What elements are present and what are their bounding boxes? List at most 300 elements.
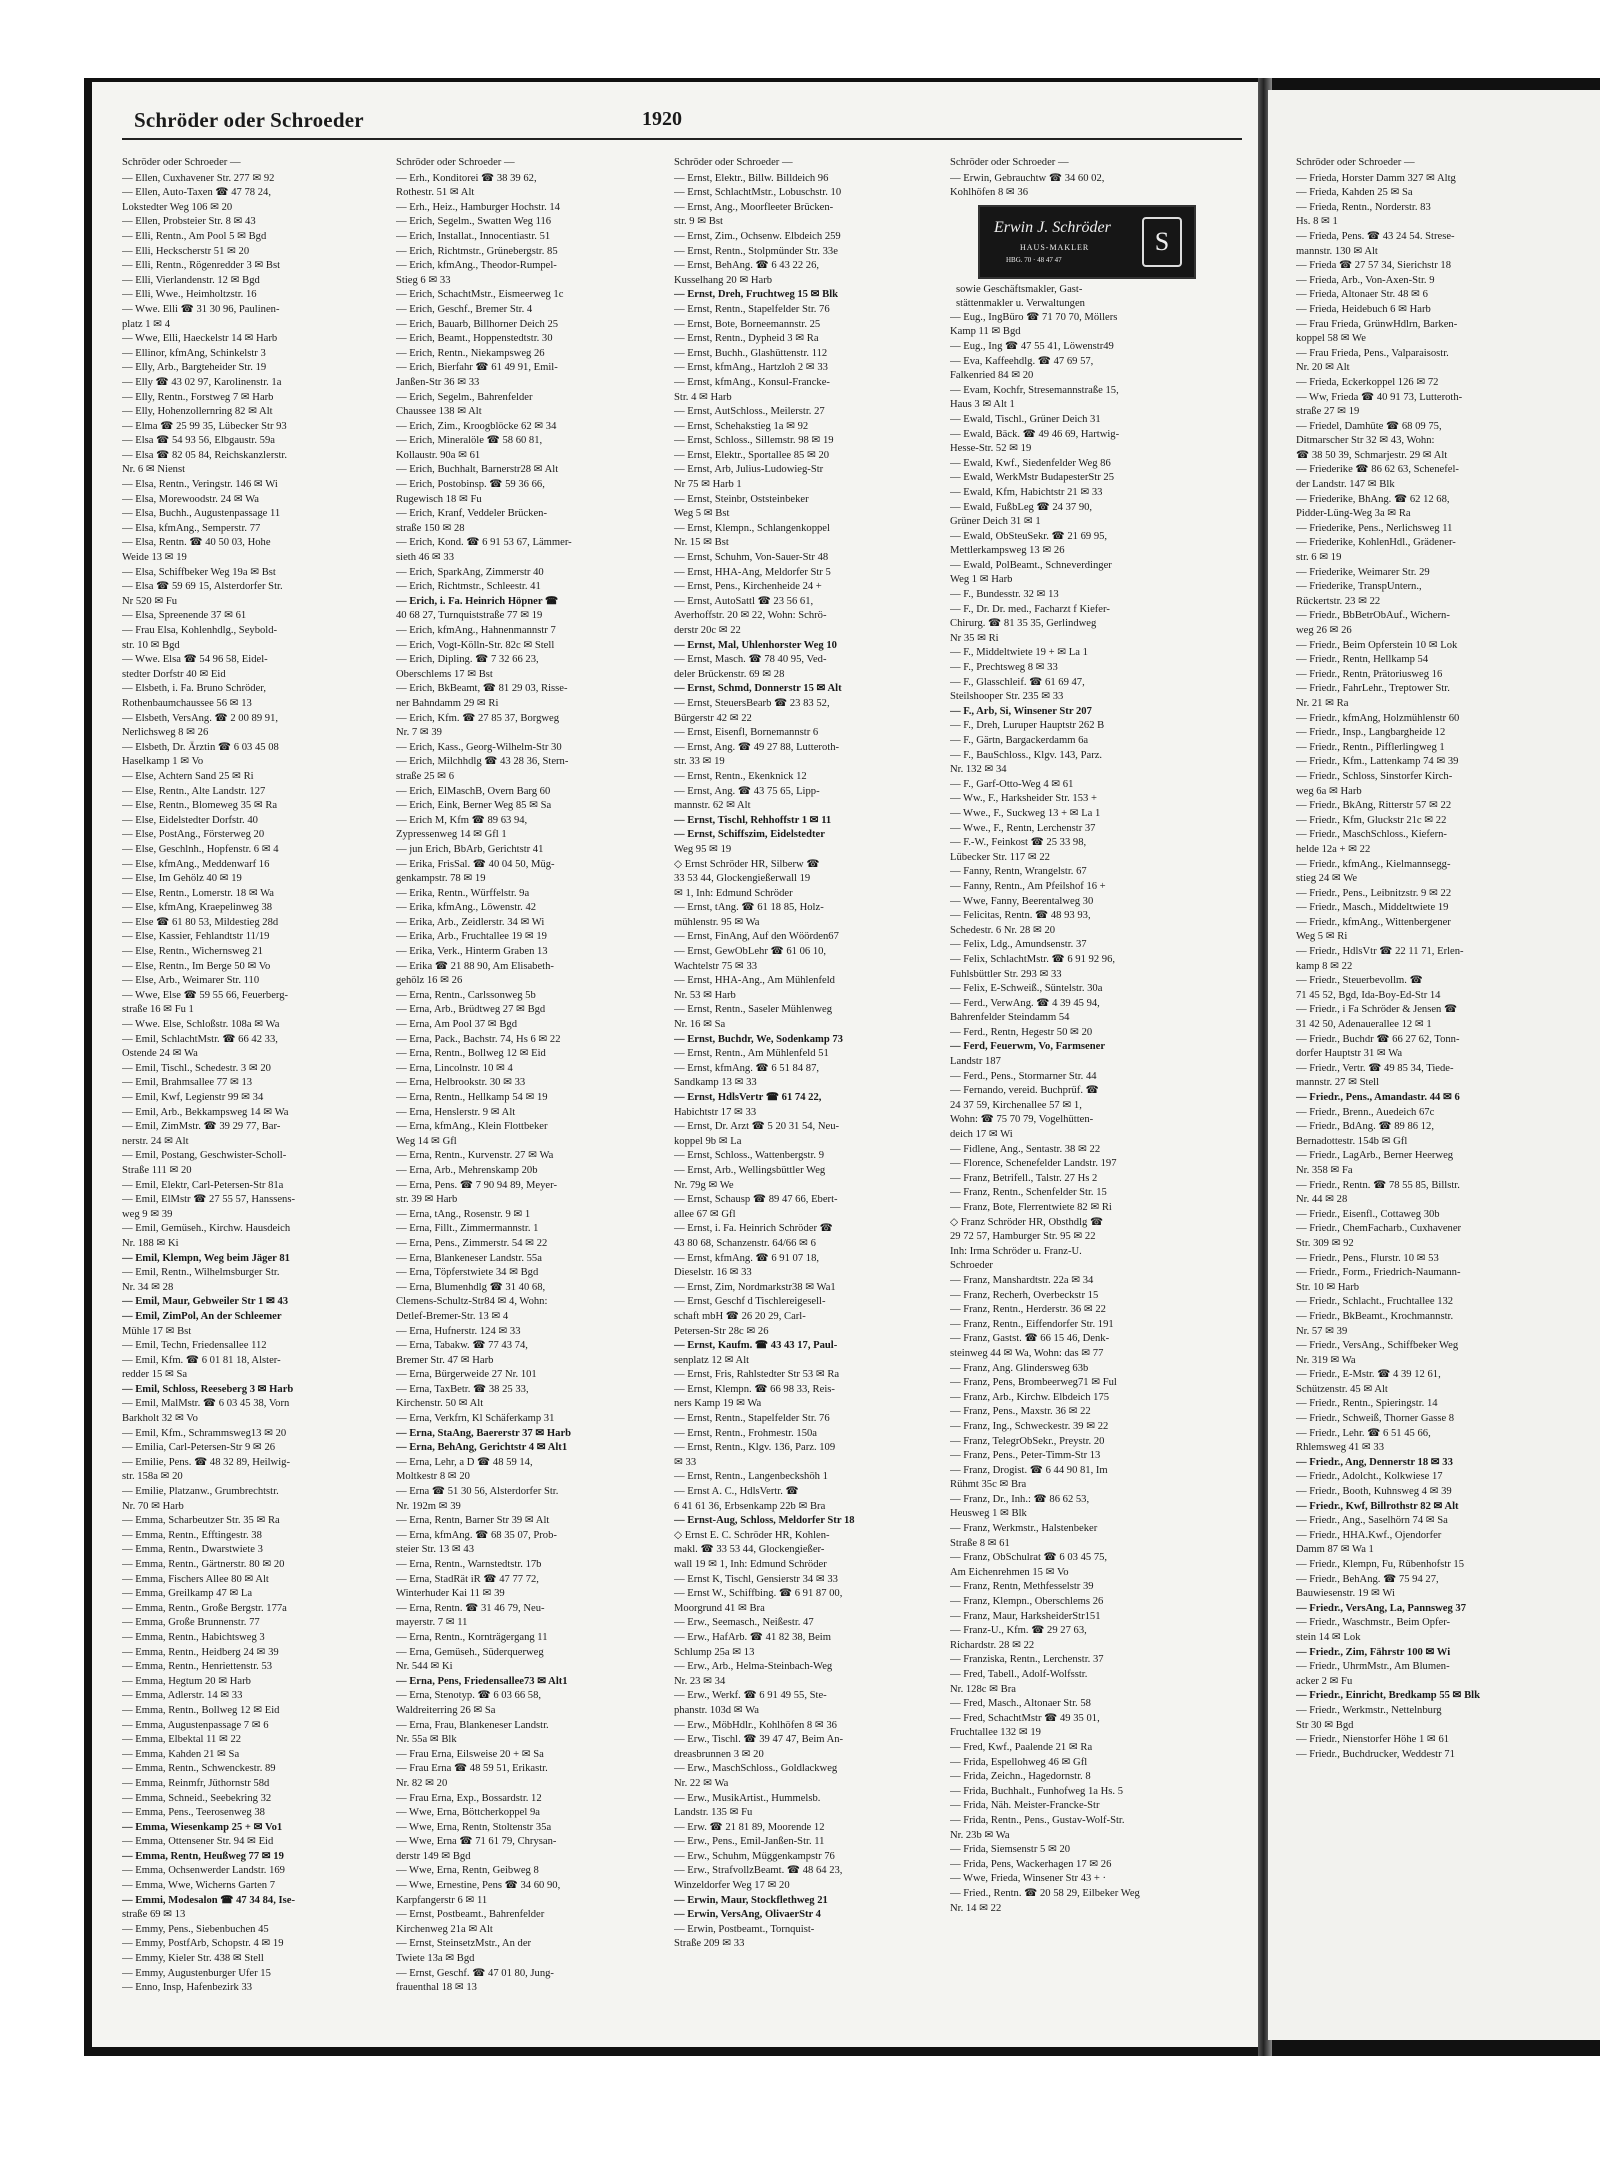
directory-entry: — Emilie, Pens. ☎ 48 32 89, Heilwig-	[122, 1456, 290, 1468]
directory-entry: — Franz, Klempn., Oberschlems 26	[950, 1596, 1104, 1608]
directory-entry: — Ernst, FinAng, Auf den Wöörden67	[674, 931, 839, 943]
directory-entry: — Erw., Arb., Helma-Steinbach-Weg	[674, 1661, 833, 1673]
directory-entry: 31 42 50, Adenauerallee 12 ✉ 1	[1296, 1019, 1432, 1031]
directory-entry: Kirchenweg 21a ✉ Alt	[396, 1923, 493, 1935]
directory-entry: — Emil, Rentn., Wilhelmsburger Str.	[122, 1267, 280, 1279]
directory-entry: — Erw., Seemasch., Neißestr. 47	[674, 1617, 814, 1629]
directory-entry: Zypressenweg 14 ✉ Gfl 1	[396, 829, 507, 841]
directory-entry: — Frida, Pens, Wackerhagen 17 ✉ 26	[950, 1858, 1112, 1870]
directory-entry: dreasbrunnen 3 ✉ 20	[674, 1748, 764, 1760]
directory-entry: — Friedr., Form., Friedrich-Naumann-	[1296, 1267, 1461, 1279]
directory-entry: — Wwe., F., Suckweg 13 + ✉ La 1	[950, 807, 1101, 819]
directory-entry: Detlef-Bremer-Str. 13 ✉ 4	[396, 1310, 509, 1322]
directory-entry: — Erich, Buchhalt, Barnerstr28 ✉ Alt	[396, 464, 559, 476]
directory-entry: straße 27 ✉ 19	[1296, 406, 1360, 418]
directory-entry: — Wwe. Elsa ☎ 54 96 58, Eidel-	[122, 654, 268, 666]
directory-entry: 40 68 27, Turnquiststraße 77 ✉ 19	[396, 610, 543, 622]
directory-entry: — Erna, Gemüseh., Süderquerweg	[396, 1646, 544, 1658]
directory-entry: — Friedr., Klempn, Fu, Rübenhofstr 15	[1296, 1559, 1465, 1570]
directory-entry: — Emma, Reinmfr, Jüthornstr 58d	[122, 1777, 270, 1789]
directory-entry: — Wwe. Else, Schloßstr. 108a ✉ Wa	[122, 1019, 280, 1031]
directory-entry: helde 12a + ✉ 22	[1296, 843, 1371, 855]
directory-entry: — Fred, Masch., Altonaer Str. 58	[950, 1698, 1091, 1710]
directory-entry: — Friedr., VersAng, La, Pannsweg 37	[1296, 1602, 1467, 1614]
directory-entry: — Erwin, VersAng, OlivaerStr 4	[674, 1909, 821, 1921]
directory-entry: Nr. 53 ✉ Harb	[674, 989, 736, 1001]
directory-entry: — Ernst, Pens., Kirchenheide 24 +	[674, 581, 822, 593]
directory-entry: Dieselstr. 16 ✉ 33	[674, 1267, 752, 1279]
directory-entry: — Emmi, Modesalon ☎ 47 34 84, Ise-	[122, 1894, 295, 1906]
directory-entry: Str. 10 ✉ Harb	[1296, 1281, 1360, 1293]
directory-entry: — Emma, Rentn., Efftingestr. 38	[122, 1529, 262, 1541]
directory-entry: — Friedr., Pens., Flurstr. 10 ✉ 53	[1296, 1252, 1439, 1264]
directory-entry: Nr. 128c ✉ Bra	[950, 1683, 1016, 1695]
directory-entry: genkampstr. 78 ✉ 19	[396, 873, 486, 885]
directory-entry: — Erw., MaschSchloss., Goldlackweg	[674, 1763, 838, 1775]
directory-entry: — Franz, Dr., Inh.: ☎ 86 62 53,	[950, 1493, 1090, 1505]
directory-entry: — Frida, Näh. Meister-Francke-Str	[950, 1800, 1100, 1812]
directory-entry: Ditmarscher Str 32 ✉ 43, Wohn:	[1296, 435, 1435, 447]
directory-entry: — Erna, Blumenhdlg ☎ 31 40 68,	[396, 1281, 546, 1293]
directory-entry: — Erich, Mineralöle ☎ 58 60 81,	[396, 435, 543, 447]
directory-entry: — Emil, Gemüseh., Kirchw. Hausdeich	[122, 1223, 291, 1235]
directory-entry: — Erich, Segelm., Bahrenfelder	[396, 391, 533, 403]
directory-entry: — Ernst, Dr. Arzt ☎ 5 20 31 54, Neu-	[674, 1121, 840, 1133]
directory-entry: — Frieda, Kahden 25 ✉ Sa	[1296, 187, 1413, 199]
directory-entry: — Erika ☎ 21 88 90, Am Elisabeth-	[396, 960, 554, 972]
directory-entry: — Ernst, Steinbr, Oststeinbeker	[674, 493, 809, 505]
directory-entry: — Emma, Rentn., Habichtsweg 3	[122, 1631, 265, 1643]
directory-entry: — F., Dr. Dr. med., Facharzt f Kiefer-	[950, 603, 1110, 615]
directory-entry: — Friedr., MaschSchloss., Kiefern-	[1296, 829, 1447, 841]
directory-entry: — Erna, BehAng, Gerichtstr 4 ✉ Alt1	[396, 1442, 568, 1454]
directory-entry: — Ernst, Rentn., Frohmestr. 150a	[674, 1427, 818, 1439]
ad-name: Erwin J. Schröder	[994, 218, 1111, 236]
directory-entry: str. 9 ✉ Bst	[674, 216, 723, 228]
directory-entry: — Erich, ElMaschB, Overn Barg 60	[396, 785, 551, 797]
directory-entry: — Ernst, Fris, Rahlstedter Str 53 ✉ Ra	[674, 1369, 840, 1381]
directory-entry: — Erna, StaAng, Baererstr 37 ✉ Harb	[396, 1427, 572, 1439]
page-header	[122, 108, 1242, 140]
directory-entry: 24 37 59, Kirchenallee 57 ✉ 1,	[950, 1099, 1082, 1111]
directory-entry: — Erna, Blankeneser Landstr. 55a	[396, 1252, 542, 1264]
directory-entry: — Elsa, Rentn. ☎ 40 50 03, Hohe	[122, 537, 271, 549]
directory-entry: — Ernst, Arb., Wellingsbüttler Weg	[674, 1164, 826, 1176]
directory-entry: Weg 1 ✉ Harb	[950, 574, 1013, 586]
ad-phone: HBG. 70 · 48 47 47	[1006, 255, 1062, 264]
directory-entry: Moorgrund 41 ✉ Bra	[674, 1602, 765, 1614]
directory-entry: — Emil, ElMstr ☎ 27 55 57, Hanssens-	[122, 1194, 295, 1206]
directory-entry: — Friedr., BkAng, Ritterstr 57 ✉ 22	[1296, 800, 1452, 812]
directory-entry: Bernadottestr. 154b ✉ Gfl	[1296, 1135, 1408, 1147]
directory-entry: ners Kamp 19 ✉ Wa	[674, 1398, 762, 1410]
directory-entry: — Friedr., Beim Opferstein 10 ✉ Lok	[1296, 639, 1458, 651]
directory-entry: — Franz, Rentn, Methfesselstr 39	[950, 1581, 1094, 1593]
directory-entry: — Erna, Rentn., Carlssonweg 5b	[396, 989, 536, 1001]
directory-entry: — Emil, Tischl., Schedestr. 3 ✉ 20	[122, 1062, 271, 1074]
ad-text: sowie Geschäftsmakler, Gast-	[956, 283, 1083, 295]
directory-entry: Weg 14 ✉ Gfl	[396, 1135, 457, 1147]
directory-entry: — Erna, Rentn., Warnstedtstr. 17b	[396, 1559, 542, 1570]
directory-entry: — Ernst, Mal, Uhlenhorster Weg 10	[674, 639, 837, 651]
directory-entry: Nr 520 ✉ Fu	[122, 595, 178, 607]
directory-entry: — Emma, Scharbeutzer Str. 35 ✉ Ra	[122, 1515, 280, 1527]
directory-entry: — Erich, Kond. ☎ 6 91 53 67, Lämmer-	[396, 537, 572, 549]
directory-entry: Schlump 25a ✉ 13	[674, 1646, 755, 1658]
directory-entry: — Erich, SparkAng, Zimmerstr 40	[396, 566, 544, 578]
directory-entry: — Fanny, Rentn, Wrangelstr. 67	[950, 866, 1087, 878]
directory-entry: — Frieda, Altonaer Str. 48 ✉ 6	[1296, 289, 1428, 301]
directory-entry: — Friedr., BkBeamt., Krochmannstr.	[1296, 1310, 1454, 1322]
directory-entry: — Frau Erna, Eilsweise 20 + ✉ Sa	[396, 1748, 544, 1760]
monogram-logo-icon: S	[1142, 217, 1182, 267]
directory-entry: stein 14 ✉ Lok	[1296, 1631, 1361, 1643]
directory-entry: — Else, kfmAng., Meddenwarf 16	[122, 858, 270, 870]
directory-entry: ◇ Ernst E. C. Schröder HR, Kohlen-	[674, 1529, 830, 1541]
directory-entry: Averhoffstr. 20 ✉ 22, Wohn: Schrö-	[674, 610, 827, 622]
directory-entry: — Erna, Arb., Brüdtweg 27 ✉ Bgd	[396, 1004, 546, 1016]
directory-entry: — Friedr., Rentn., Spieringstr. 14	[1296, 1398, 1438, 1410]
directory-entry: — Ernst, Ang. ☎ 49 27 88, Lutteroth-	[674, 741, 840, 753]
directory-entry: Nr. 15 ✉ Bst	[674, 537, 729, 549]
directory-entry: — Friedr., Ang, Dennerstr 18 ✉ 33	[1296, 1456, 1453, 1468]
directory-entry: — Wwe, Erna ☎ 71 61 79, Chrysan-	[396, 1836, 557, 1848]
directory-entry: Kollaustr. 90a ✉ 61	[396, 449, 481, 461]
directory-entry: Bürgerstr 42 ✉ 22	[674, 712, 752, 724]
directory-entry: Nr. 132 ✉ 34	[950, 764, 1007, 776]
directory-entry: koppel 58 ✉ We	[1296, 333, 1366, 345]
directory-entry: — Erich, Kass., Georg-Wilhelm-Str 30	[396, 741, 562, 753]
directory-entry: — Emil, Maur, Gebweiler Str 1 ✉ 43	[122, 1296, 289, 1308]
directory-entry: — Ernst, Ang., Moorfleeter Brücken-	[674, 201, 834, 213]
directory-entry: Mühle 17 ✉ Bst	[122, 1325, 192, 1337]
directory-entry: — Erwin, Postbeamt., Tornquist-	[674, 1923, 815, 1935]
directory-entry: — Emma, Rentn., Dwarstwiete 3	[122, 1544, 263, 1556]
directory-entry: — Emma, Rentn., Gärtnerstr. 80 ✉ 20	[122, 1559, 285, 1570]
directory-entry: — Ernst, kfmAng., Konsul-Francke-	[674, 376, 830, 388]
directory-entry: — Frida, Buchhalt., Funhofweg 1a Hs. 5	[950, 1785, 1124, 1797]
directory-entry: — Erich, i. Fa. Heinrich Höpner ☎	[396, 595, 559, 607]
directory-entry: — Ernst, Ang. ☎ 43 75 65, Lipp-	[674, 785, 820, 797]
directory-entry: — Emma, Kahden 21 ✉ Sa	[122, 1748, 240, 1760]
directory-entry: — Erich, Richtmstr., Schleestr. 41	[396, 581, 541, 593]
directory-entry: — Friedr., BbBetrObAuf., Wichern-	[1296, 610, 1450, 622]
directory-entry: — Else, Geschlnh., Hopfenstr. 6 ✉ 4	[122, 843, 279, 855]
directory-entry: — Fried., Rentn. ☎ 20 58 29, Eilbeker Weg	[950, 1887, 1140, 1899]
directory-entry: — Ewald, PolBeamt., Schneverdinger	[950, 559, 1112, 571]
directory-entry: — Friedr., Adolcht., Kolkwiese 17	[1296, 1471, 1443, 1483]
directory-entry: 6 41 61 36, Erbsenkamp 22b ✉ Bra	[674, 1500, 826, 1512]
directory-entry: Weg 5 ✉ Bst	[674, 508, 730, 520]
directory-entry: Barkholt 32 ✉ Vo	[122, 1413, 198, 1425]
directory-entry: Fruchtallee 132 ✉ 19	[950, 1727, 1041, 1739]
directory-entry: — Friedr., Brenn., Auedeich 67c	[1296, 1106, 1435, 1118]
directory-entry: — Friedr., kfmAng., Kielmannsegg-	[1296, 858, 1451, 870]
directory-entry: Richardstr. 28 ✉ 22	[950, 1639, 1035, 1651]
directory-entry: — Ewald, Bäck. ☎ 49 46 69, Hartwig-	[950, 428, 1120, 440]
directory-entry: — Emil, Arb., Bekkampsweg 14 ✉ Wa	[122, 1106, 289, 1118]
directory-entry: — Erika, Arb., Fruchtallee 19 ✉ 19	[396, 931, 547, 943]
directory-entry: — Wwe, Fanny, Beerentalweg 30	[950, 895, 1094, 907]
directory-entry: Wachtelstr 75 ✉ 33	[674, 960, 758, 972]
directory-entry: — Ernst, Rentn., Dypheid 3 ✉ Ra	[674, 333, 819, 345]
directory-entry: — Erna, Pens., Zimmerstr. 54 ✉ 22	[396, 1237, 548, 1249]
directory-entry: — Elsbeth, Dr. Ärztin ☎ 6 03 45 08	[122, 741, 279, 753]
directory-entry: — Friedr., Rentn., Pifflerlingweg 1	[1296, 741, 1445, 753]
directory-entry: — Erich, Kfm. ☎ 27 85 37, Borgweg	[396, 712, 560, 724]
directory-entry: wall 19 ✉ 1, Inh: Edmund Schröder	[674, 1559, 827, 1570]
directory-entry: ner Bahndamm 29 ✉ Ri	[396, 697, 499, 709]
directory-entry: — Emma, Wiesenkamp 25 + ✉ Vo1	[122, 1821, 283, 1833]
directory-entry: — Wwe., F., Rentn, Lerchenstr 37	[950, 822, 1096, 834]
directory-entry: — Fred, Kwf., Paalende 21 ✉ Ra	[950, 1741, 1093, 1753]
directory-column-5	[1296, 156, 1576, 1762]
directory-entry: — Emil, Postang, Geschwister-Scholl-	[122, 1150, 287, 1162]
directory-entry: Rugewisch 18 ✉ Fu	[396, 493, 482, 505]
directory-entry: — Ernst, Kaufm. ☎ 43 43 17, Paul-	[674, 1340, 838, 1352]
directory-entry: Stieg 6 ✉ 33	[396, 274, 451, 286]
directory-entry: — Erh., Konditorei ☎ 38 39 62,	[396, 172, 537, 184]
directory-entry: — Wwe, Frieda, Winsener Str 43 + ·	[950, 1873, 1107, 1885]
directory-entry: — Ernst, Klempn., Schlangenkoppel	[674, 522, 830, 534]
directory-entry: — Ernst W., Schiffbing. ☎ 6 91 87 00,	[674, 1588, 843, 1600]
directory-entry: — Frau Erna, Exp., Bossardstr. 12	[396, 1792, 542, 1804]
directory-entry: — Elli, Rentn., Am Pool 5 ✉ Bgd	[122, 230, 267, 242]
directory-entry: — Eva, Kaffeehdlg. ☎ 47 69 57,	[950, 355, 1094, 367]
directory-entry: allee 67 ✉ Gfl	[674, 1208, 736, 1220]
directory-entry: — Ellen, Auto-Taxen ☎ 47 78 24,	[122, 187, 271, 199]
directory-entry: ◇ Ernst Schröder HR, Silberw ☎	[674, 858, 820, 870]
directory-entry: — Friedr., Rentn, Prätoriusweg 16	[1296, 668, 1443, 680]
directory-entry: — Frau Erna ☎ 48 59 51, Erikastr.	[396, 1763, 548, 1775]
directory-entry: Grüner Deich 31 ✉ 1	[950, 516, 1041, 528]
directory-entry: — Friedr., Rentn, Hellkamp 54	[1296, 654, 1429, 666]
directory-entry: Lokstedter Weg 106 ✉ 20	[122, 201, 233, 213]
directory-entry: — Frau Elsa, Kohlenhdlg., Seybold-	[122, 625, 278, 636]
directory-entry: Str. 309 ✉ 92	[1296, 1237, 1354, 1249]
directory-entry: — Emma, Rentn., Henriettenstr. 53	[122, 1661, 273, 1673]
directory-entry: — Ernst, kfmAng. ☎ 6 51 84 87,	[674, 1062, 820, 1074]
directory-entry: — Ernst, Rentn., Ekenknick 12	[674, 770, 807, 782]
directory-entry: — Emmy, Pens., Siebenbuchen 45	[122, 1923, 269, 1935]
directory-entry: — Erich, Beamt., Hoppenstedtstr. 30	[396, 333, 553, 345]
directory-entry: — Frieda, Eckerkoppel 126 ✉ 72	[1296, 376, 1439, 388]
directory-entry: — Erich, Bierfahr ☎ 61 49 91, Emil-	[396, 362, 558, 374]
directory-column-3	[674, 156, 942, 1952]
directory-entry: — Franz, Pens, Brombeerweg71 ✉ Ful	[950, 1377, 1117, 1389]
directory-entry: Oberschlems 17 ✉ Bst	[396, 668, 493, 680]
directory-entry: — Else, Rentn., Blomeweg 35 ✉ Ra	[122, 800, 278, 812]
directory-entry: Fuhlsbüttler Str. 293 ✉ 33	[950, 968, 1062, 980]
directory-entry: — Elli, Heckscherstr 51 ✉ 20	[122, 245, 250, 257]
directory-entry: Twiete 13a ✉ Bgd	[396, 1953, 475, 1965]
directory-entry: — Fernando, vereid. Buchprüf. ☎	[950, 1085, 1099, 1097]
directory-entry: Clemens-Schultz-Str84 ✉ 4, Wohn:	[396, 1296, 548, 1308]
directory-entry: — Friedr., Rentn. ☎ 78 55 85, Billstr.	[1296, 1179, 1460, 1191]
directory-entry: — Emil, Schloss, Reeseberg 3 ✉ Harb	[122, 1383, 294, 1395]
directory-entry: Straße 209 ✉ 33	[674, 1938, 745, 1950]
directory-entry: — Erich M, Kfm ☎ 89 63 94,	[396, 814, 528, 826]
directory-entry: — Emma, Wwe, Wicherns Garten 7	[122, 1880, 276, 1892]
directory-entry: — Friedr., HdlsVtr ☎ 22 11 71, Erlen-	[1296, 946, 1464, 958]
directory-entry: Hs. 8 ✉ 1	[1296, 216, 1338, 228]
directory-entry: — Frida, Espellohweg 46 ✉ Gfl	[950, 1756, 1088, 1768]
directory-entry: Winzeldorfer Weg 17 ✉ 20	[674, 1880, 790, 1892]
directory-entry: — Ernst, Schausp ☎ 89 47 66, Ebert-	[674, 1194, 838, 1206]
directory-entry: Rothenbaumchaussee 56 ✉ 13	[122, 697, 252, 709]
directory-entry: — Ernst, Arb, Julius-Ludowieg-Str	[674, 464, 824, 476]
directory-entry: Bremer Str. 47 ✉ Harb	[396, 1354, 494, 1366]
directory-entry: — Erika, Rentn., Würffelstr. 9a	[396, 887, 530, 899]
directory-entry: — Ernst, Rentn., Langenbeckshöh 1	[674, 1471, 828, 1483]
directory-entry: — Friederike, KohlenHdl., Grädener-	[1296, 537, 1456, 549]
directory-entry: Haus 3 ✉ Alt 1	[950, 399, 1015, 411]
directory-entry: — Emil, Brahmsallee 77 ✉ 13	[122, 1077, 253, 1089]
directory-entry: — Else, Rentn., Lomerstr. 18 ✉ Wa	[122, 887, 274, 899]
directory-entry: — Erw., StrafvollzBeamt. ☎ 48 64 23,	[674, 1865, 843, 1877]
directory-entry: — Friedr., Steuerbevollm. ☎	[1296, 975, 1423, 987]
directory-entry: — Friedr., E-Mstr. ☎ 4 39 12 61,	[1296, 1369, 1441, 1381]
directory-entry: — Frieda, Arb., Von-Axen-Str. 9	[1296, 274, 1435, 286]
directory-entry: — Ernst, Rentn., Stapelfelder Str. 76	[674, 1413, 830, 1425]
column-heading: Schröder oder Schroeder —	[950, 157, 1069, 168]
directory-entry: Nr. 55a ✉ Blk	[396, 1734, 457, 1746]
directory-entry: — Ernst, Schiffszim, Eidelstedter	[674, 829, 825, 841]
directory-entry: Rühmt 35c ✉ Bra	[950, 1479, 1027, 1491]
directory-entry: stedter Dorfstr 40 ✉ Eid	[122, 668, 226, 680]
directory-entry: — Ernst, Tischl, Rehhoffstr 1 ✉ 11	[674, 814, 832, 826]
directory-entry: gehölz 16 ✉ 26	[396, 975, 463, 987]
directory-entry: Nr. 70 ✉ Harb	[122, 1500, 184, 1512]
ad-text: stättenmakler u. Verwaltungen	[956, 297, 1085, 309]
directory-entry: — Friedr., VersAng., Schiffbeker Weg	[1296, 1340, 1459, 1352]
directory-column-2	[396, 156, 664, 1996]
directory-entry: — Friedr., kfmAng., Wittenbergener	[1296, 916, 1451, 928]
directory-entry: Kohlhöfen 8 ✉ 36	[950, 187, 1029, 199]
directory-entry: — Erna, tAng., Rosenstr. 9 ✉ 1	[396, 1208, 531, 1220]
directory-entry: Nr. 79g ✉ We	[674, 1179, 734, 1191]
directory-entry: — Ewald, FußbLeg ☎ 24 37 90,	[950, 501, 1093, 513]
directory-entry: — Ernst, Buchdr, We, Sodenkamp 73	[674, 1033, 843, 1045]
directory-entry: straße 150 ✉ 28	[396, 522, 465, 534]
directory-entry: — Emil, MalMstr. ☎ 6 03 45 38, Vorn	[122, 1398, 290, 1410]
directory-entry: — Erw., Werkf. ☎ 6 91 49 55, Ste-	[674, 1690, 827, 1702]
directory-entry: — Friedr., i Fa Schröder & Jensen ☎	[1296, 1004, 1458, 1016]
directory-entry: — Emma, Ochsenwerder Landstr. 169	[122, 1865, 285, 1877]
directory-entry: — Emma, Pens., Teerosenweg 38	[122, 1807, 265, 1819]
directory-entry: — Else, Achtern Sand 25 ✉ Ri	[122, 770, 254, 782]
directory-entry: straße 69 ✉ 13	[122, 1909, 186, 1921]
directory-entry: — Erich, SchachtMstr., Eismeerweg 1c	[396, 289, 564, 301]
directory-entry: Nr. 192m ✉ 39	[396, 1500, 461, 1512]
directory-entry: — Felix, Ldg., Amundsenstr. 37	[950, 939, 1087, 951]
directory-entry: Winterhuder Kai 11 ✉ 39	[396, 1588, 505, 1600]
directory-entry: ✉ 33	[674, 1456, 697, 1468]
directory-entry: der Landstr. 147 ✉ Blk	[1296, 479, 1395, 491]
directory-entry: — Emil, ZimMstr. ☎ 39 29 77, Bar-	[122, 1121, 281, 1133]
directory-entry: — Frieda, Horster Damm 327 ✉ Altg	[1296, 172, 1456, 184]
directory-entry: — Frida, Zeichn., Hagedornstr. 8	[950, 1771, 1091, 1783]
directory-entry: — Friederike, Weimarer Str. 29	[1296, 566, 1430, 578]
directory-entry: — Ernst, Buchh., Glashüttenstr. 112	[674, 347, 828, 359]
directory-entry: — Friedr., Kfm, Gluckstr 21c ✉ 22	[1296, 814, 1447, 826]
directory-entry: — Erna, Pens. ☎ 7 90 94 89, Meyer-	[396, 1179, 557, 1191]
directory-entry: — Ww, Frieda ☎ 40 91 73, Lutteroth-	[1296, 391, 1463, 403]
directory-entry: — Franz, Ing., Schweckestr. 39 ✉ 22	[950, 1420, 1109, 1432]
directory-entry: — Fidlene, Ang., Sentastr. 38 ✉ 22	[950, 1143, 1101, 1155]
directory-entry: — Else, PostAng., Försterweg 20	[122, 829, 265, 841]
directory-entry: — Erna, Fillt., Zimmermannstr. 1	[396, 1223, 539, 1235]
directory-entry: mayerstr. 7 ✉ 11	[396, 1617, 468, 1629]
directory-entry: — Franz, Maur, HarksheiderStr151	[950, 1610, 1101, 1622]
page-year: 1920	[642, 108, 682, 130]
directory-entry: — Erich, Milchhdlg ☎ 43 28 36, Stern-	[396, 756, 569, 768]
directory-entry: — Friedr., Buchdrucker, Weddestr 71	[1296, 1748, 1455, 1760]
directory-entry: — Ernst, tAng. ☎ 61 18 85, Holz-	[674, 902, 824, 914]
directory-entry: — Emma, Große Brunnenstr. 77	[122, 1617, 260, 1629]
directory-entry: — Fred, Tabell., Adolf-Wolfsstr.	[950, 1669, 1088, 1680]
directory-entry: Nr. 21 ✉ Ra	[1296, 697, 1349, 709]
directory-entry: Heusweg 1 ✉ Blk	[950, 1508, 1027, 1520]
directory-entry: — Franz, Manshardtstr. 22a ✉ 34	[950, 1274, 1094, 1286]
directory-entry: straße 16 ✉ Fu 1	[122, 1004, 194, 1016]
directory-entry: — Erna, Helbrookstr. 30 ✉ 33	[396, 1077, 526, 1089]
directory-entry: str. 33 ✉ 19	[674, 756, 725, 768]
directory-entry: — F., Garf-Otto-Weg 4 ✉ 61	[950, 778, 1074, 790]
directory-entry: — Emil, Kwf, Legienstr 99 ✉ 34	[122, 1092, 264, 1103]
directory-entry: — Franziska, Rentn., Lerchenstr. 37	[950, 1654, 1104, 1666]
directory-entry: — Erh., Heiz., Hamburger Hochstr. 14	[396, 201, 560, 213]
directory-entry: Nr. 23b ✉ Wa	[950, 1829, 1010, 1841]
directory-entry: Rhlemsweg 41 ✉ 33	[1296, 1442, 1385, 1454]
directory-entry: mannstr. 130 ✉ Alt	[1296, 245, 1378, 257]
directory-entry: — Emmy, PostfArb, Schopstr. 4 ✉ 19	[122, 1938, 284, 1950]
directory-entry: — Felicitas, Rentn. ☎ 48 93 93,	[950, 910, 1091, 922]
directory-entry: phanstr. 103d ✉ Wa	[674, 1704, 759, 1716]
directory-entry: — Ernst, Rentn., Am Mühlenfeld 51	[674, 1048, 829, 1060]
directory-entry: frauenthal 18 ✉ 13	[396, 1982, 477, 1994]
directory-entry: Straße 111 ✉ 20	[122, 1164, 192, 1176]
directory-entry: — Ernst, Schehakstieg 1a ✉ 92	[674, 420, 809, 432]
directory-entry: — F., BauSchloss., Klgv. 143, Parz.	[950, 749, 1103, 761]
directory-entry: Moltkestr 8 ✉ 20	[396, 1471, 470, 1483]
directory-entry: — Ernst, AutSchloss., Meilerstr. 27	[674, 406, 825, 418]
directory-entry: — Emil, Klempn, Weg beim Jäger 81	[122, 1252, 290, 1264]
directory-entry: — Wwe, Erna, Rentn, Geibweg 8	[396, 1865, 539, 1877]
directory-entry: Kamp 11 ✉ Bgd	[950, 326, 1021, 338]
directory-entry: Mettlerkampsweg 13 ✉ 26	[950, 545, 1065, 557]
directory-entry: — Wwe, Elli, Haeckelstr 14 ✉ Harb	[122, 333, 278, 345]
directory-entry: — Ernst, Elektr., Billw. Billdeich 96	[674, 172, 829, 184]
directory-entry: — Friedr., UhrmMstr., Am Blumen-	[1296, 1661, 1450, 1673]
directory-entry: — Elli, Rentn., Rögenredder 3 ✉ Bst	[122, 260, 281, 272]
column-heading: Schröder oder Schroeder —	[674, 157, 793, 168]
directory-entry: str. 158a ✉ 20	[122, 1471, 183, 1483]
directory-entry: — Else, Eidelstedter Dorfstr. 40	[122, 814, 258, 826]
directory-entry: — Ernst, Bote, Borneemannstr. 25	[674, 318, 821, 330]
directory-entry: Nr. 6 ✉ Nienst	[122, 464, 186, 476]
column-heading: Schröder oder Schroeder —	[122, 157, 241, 168]
directory-entry: — Friedr., Schloss, Sinstorfer Kirch-	[1296, 770, 1453, 782]
directory-entry: — Emma, Greilkamp 47 ✉ La	[122, 1588, 253, 1600]
directory-entry: — Friedel, Damhüte ☎ 68 09 75,	[1296, 420, 1442, 432]
directory-entry: — Emma, Schneid., Seebekring 32	[122, 1792, 272, 1804]
directory-entry: — Emil, Techn, Friedensallee 112	[122, 1340, 267, 1352]
directory-entry: — Erwin, Maur, Stockflethweg 21	[674, 1894, 828, 1906]
directory-entry: — Emmy, Kieler Str. 438 ✉ Stell	[122, 1953, 264, 1965]
directory-entry: Damm 87 ✉ Wa 1	[1296, 1544, 1374, 1556]
broker-advertisement	[978, 205, 1196, 279]
